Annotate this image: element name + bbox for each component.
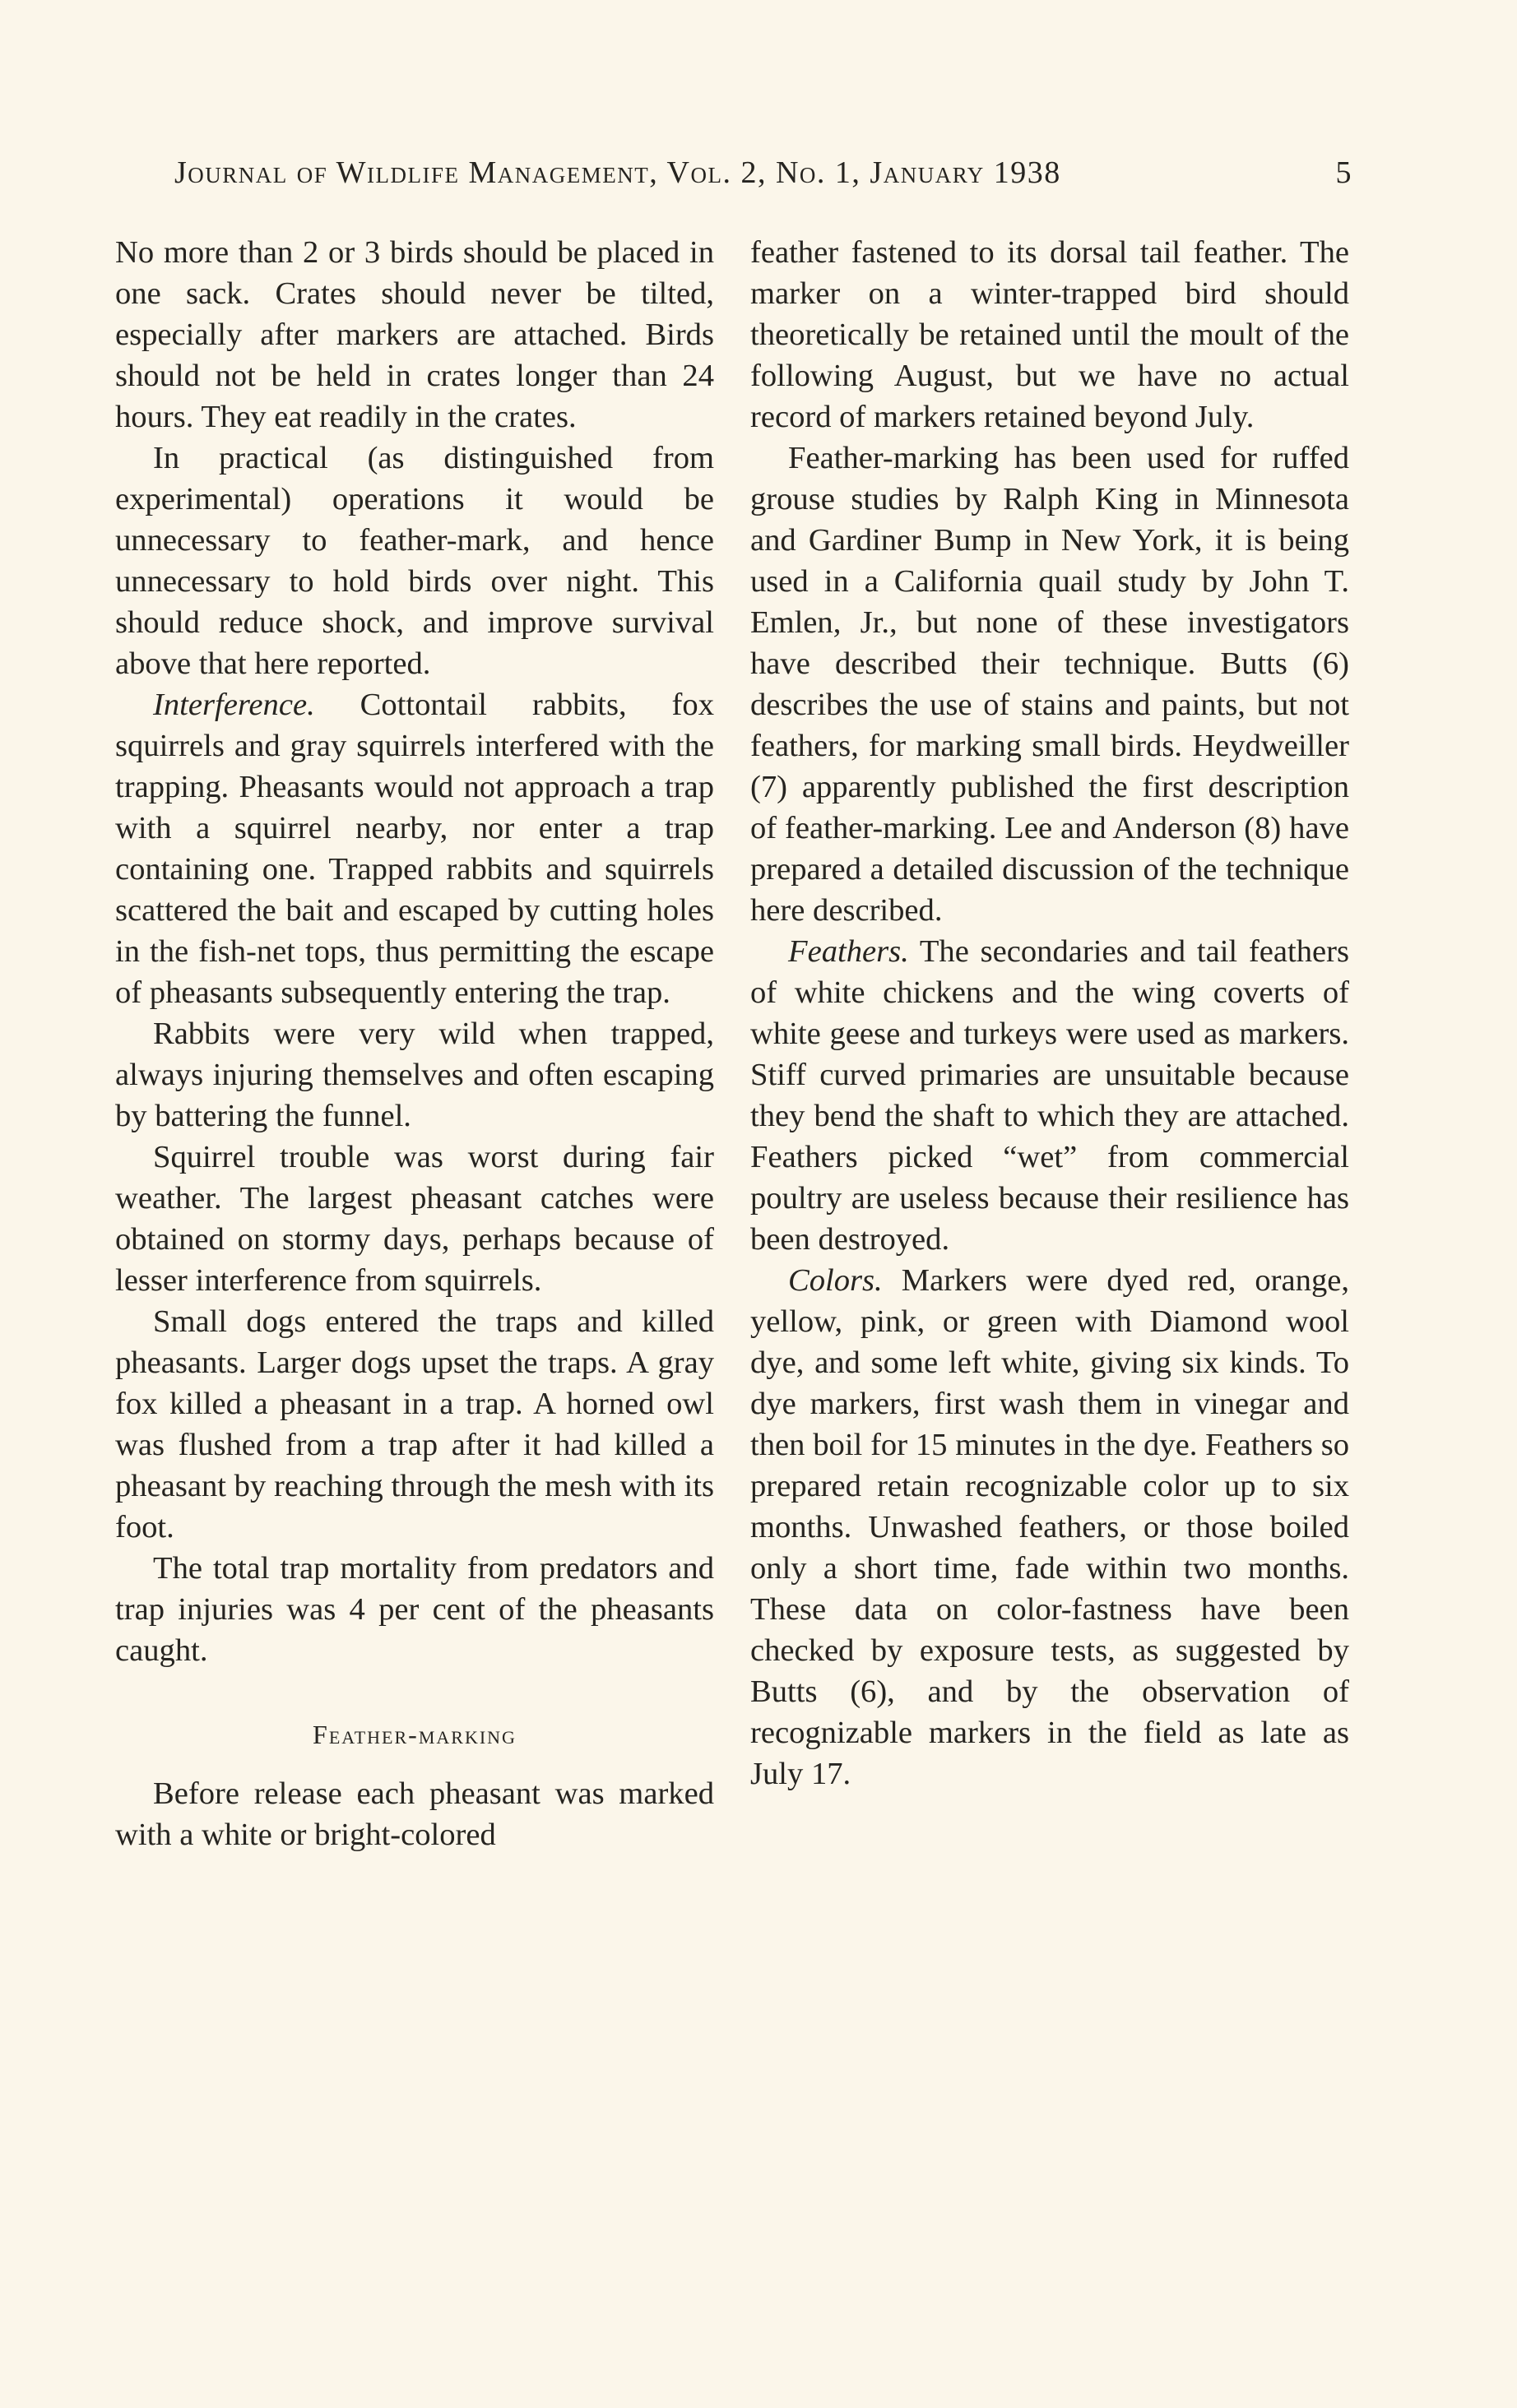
paragraph-feather-marking-studies: Feather-marking has been used for ruffed grouse studies by Ralph King in Minnesota and Gardiner Bump in New York, it is being used in a California quail study by John T. Emlen, Jr., but none of these investigators have described their technique. Butts (6) describes the use of stains and paints, but not feathers, for marking small birds. Heydweiller (7) apparently published the first description of feather-marking. Lee and Anderson (8) have prepared a detailed discussion of the technique here described. <box>750 441 1349 928</box>
paragraph-colors <box>750 1260 1349 1794</box>
paragraph-dogs: Small dogs entered the traps and killed pheasants. Larger dogs upset the traps. A gray fox killed a pheasant in a trap. A horned owl was flushed from a trap after it had killed a pheasant by reaching through the mesh with its foot. <box>115 1304 714 1544</box>
paragraph-mortality: The total trap mortality from predators and trap injuries was 4 per cent of the pheasants caught. <box>115 1551 714 1668</box>
run-in-heading-colors: Colors. <box>788 1263 883 1298</box>
right-column <box>750 232 1349 1794</box>
section-heading-feather-marking: Feather-marking <box>313 1720 517 1749</box>
paragraph-colors-text: Markers were dyed red, orange, yellow, pink, or green with Diamond wool dye, and some left white, giving six kinds. To dye markers, first wash them in vinegar and then boil for 15 minutes in the dye. Feathers so prepared retain recognizable color up to six months. Unwashed feathers, or those boiled only a short time, fade within two months. These data on color-fastness have been checked by exposure tests, as suggested by Butts (6), and by the observation of recognizable markers in the field as late as July 17. <box>750 1263 1349 1791</box>
paragraph-practical-operations: In practical (as distinguished from experimental) operations it would be unnecessary to feather-mark, and hence unnecessary to hold birds over night. This should reduce shock, and improve survival above that here reported. <box>115 441 714 681</box>
paragraph-squirrels: Squirrel trouble was worst during fair weather. The largest pheasant catches were obtained on stormy days, perhaps because of lesser interference from squirrels. <box>115 1140 714 1298</box>
left-column <box>115 232 714 1855</box>
paragraph-interference <box>115 684 714 1013</box>
paragraph-crates: No more than 2 or 3 birds should be placed in one sack. Crates should never be tilted, especially after markers are attached. Birds should not be held in crates longer than 24 hours. They eat readily in the crates. <box>115 235 714 434</box>
paragraph-feather-fastened: feather fastened to its dorsal tail feather. The marker on a winter-trapped bird should theoretically be retained until the moult of the following August, but we have no actual record of markers retained beyond July. <box>750 235 1349 434</box>
paragraph-before-release: Before release each pheasant was marked with a white or bright-colored <box>115 1776 714 1852</box>
paragraph-feathers <box>750 931 1349 1260</box>
paragraph-rabbits: Rabbits were very wild when trapped, always injuring themselves and often escaping by battering the funnel. <box>115 1016 714 1133</box>
paragraph-interference-text: Cottontail rabbits, fox squirrels and gray squirrels interfered with the trapping. Pheasants would not approach a trap with a squirrel nearby, nor enter a trap containing one. Trapped rabbits and squirrels scattered the bait and escaped by cutting holes in the fish-net tops, thus permitting the escape of pheasants subsequently entering the trap. <box>115 688 714 1010</box>
page-number: 5 <box>1335 155 1352 190</box>
paragraph-feathers-text: The secondaries and tail feathers of white chickens and the wing coverts of white geese and turkeys were used as markers. Stiff curved primaries are unsuitable because they bend the shaft to which they are attached. Feathers picked “wet” from commercial poultry are useless because their resilience has been destroyed. <box>750 934 1349 1257</box>
running-head <box>174 155 1352 191</box>
journal-title: Journal of Wildlife Management, Vol. 2, No. 1, January 1938 <box>174 155 1061 190</box>
run-in-heading-interference: Interference. <box>153 688 315 722</box>
run-in-heading-feathers: Feathers. <box>788 934 909 969</box>
